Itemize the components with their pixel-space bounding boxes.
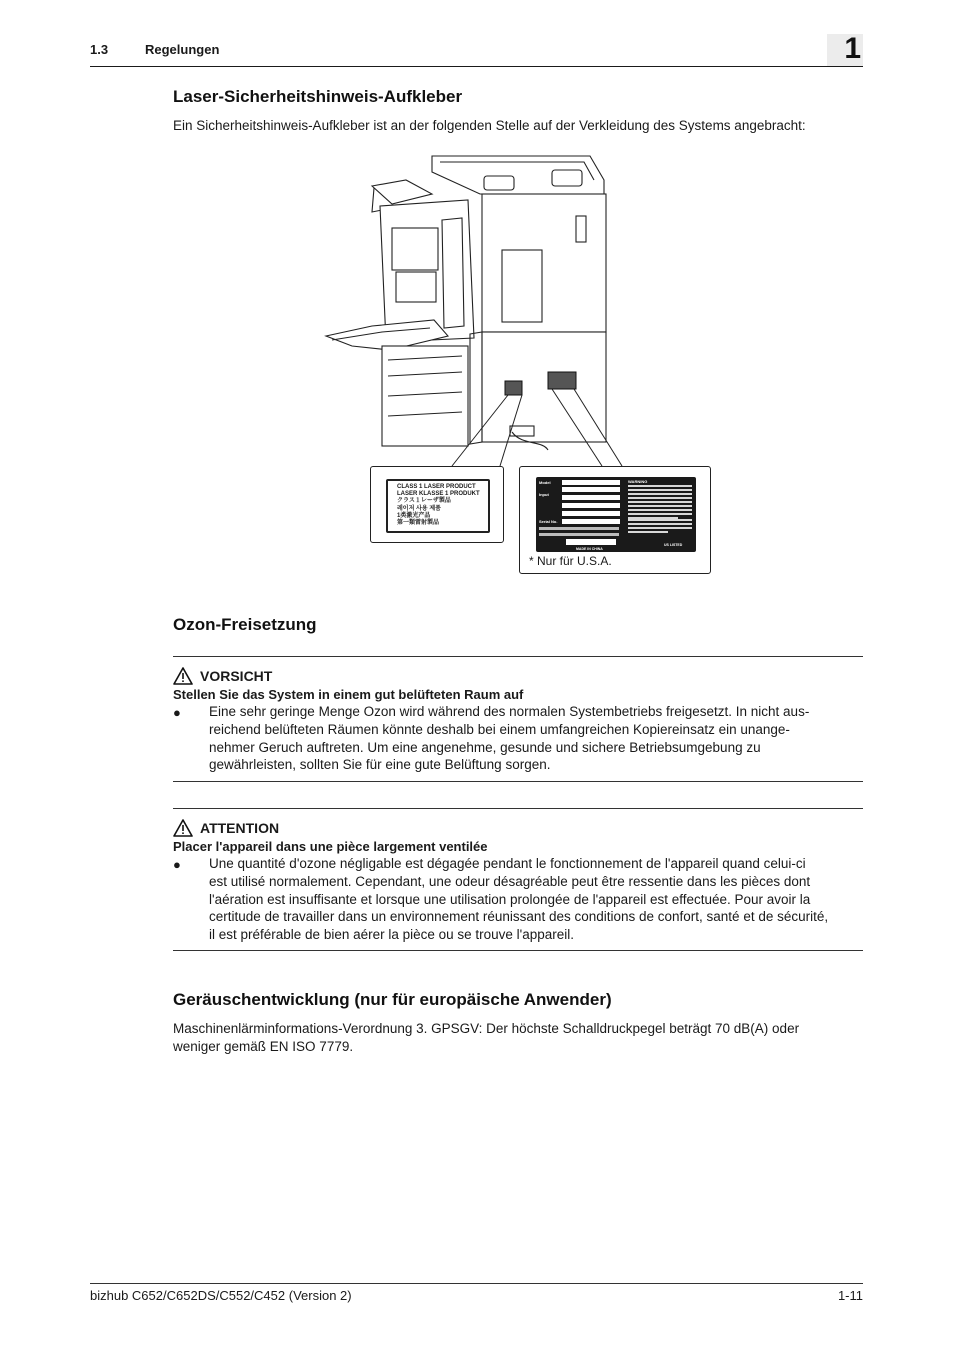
text-line: nehmer Geruch auftreten. Um eine angenehme, gesunde und sichere Betriebsumgebung zu	[209, 739, 761, 755]
label-line: 第一類雷射製品	[397, 520, 440, 527]
page-header	[90, 32, 863, 67]
label-line: 레이저 사용 제품	[397, 505, 441, 512]
page-footer	[90, 1283, 863, 1303]
attention-text	[209, 855, 863, 944]
footer-product: bizhub C652/C652DS/C552/C452 (Version 2)	[90, 1288, 352, 1303]
bullet: ●	[173, 857, 181, 872]
footer-page-number: 1-11	[837, 1288, 863, 1303]
text-line: est utilisé normalement. Cependant, une odeur désagréable peut être ressentie dans les pièces dont	[209, 873, 811, 889]
label-line: クラス１レーザ製品	[397, 498, 451, 505]
text-line: il est préférable de bien aérer la pièce ou se trouve l'appareil.	[209, 927, 575, 943]
chapter-number: 1	[844, 32, 861, 65]
attention-title-row	[173, 819, 279, 837]
attention-notice	[173, 808, 863, 951]
plate-field-model: Model	[539, 480, 551, 485]
vorsicht-notice	[173, 656, 863, 782]
plate-field-input: Input	[539, 492, 549, 497]
section-title: Regelungen	[145, 42, 220, 57]
vorsicht-subtitle: Stellen Sie das System in einem gut belüfteten Raum auf	[173, 687, 524, 702]
label-line: LASER KLASSE 1 PRODUKT	[397, 491, 480, 498]
noise-text	[173, 1020, 799, 1056]
text-line: gewährleisten, sollten Sie für eine gute Belüftung sorgen.	[209, 757, 551, 773]
attention-title: ATTENTION	[200, 820, 280, 836]
section-number: 1.3	[90, 42, 109, 57]
attention-subtitle: Placer l'appareil dans une pièce largement ventilée	[173, 839, 488, 854]
chapter-badge	[827, 34, 863, 66]
vorsicht-text	[209, 703, 863, 774]
usa-note: * Nur für U.S.A.	[529, 554, 612, 568]
laser-heading: Laser-Sicherheitshinweis-Aufkleber	[173, 87, 463, 106]
plate-field-serial: Serial No.	[539, 519, 558, 524]
text-line: weniger gemäß EN ISO 7779.	[173, 1039, 354, 1054]
vorsicht-title: VORSICHT	[200, 668, 273, 684]
text-line: l'aération est insuffisante et lorsque une utilisation prolongée de l'appareil est effectuée. Pour avoir la	[209, 891, 811, 907]
text-line: certitude de travailler dans un environnement réunissant des conditions de confort, santé et de sécurité,	[209, 909, 829, 925]
ozon-heading: Ozon-Freisetzung	[173, 615, 317, 634]
warning-triangle-icon	[173, 667, 193, 685]
vorsicht-title-row	[173, 667, 272, 685]
rating-plate-callout	[519, 466, 711, 574]
text-line: reichend belüfteten Räumen könnte deshalb bei einem umfangreichen Kopiereinsatz ein unange-	[209, 721, 790, 737]
text-line: Maschinenlärminformations-Verordnung 3. GPSGV: Der höchste Schalldruckpegel beträgt 70 dB(A) oder	[173, 1021, 800, 1036]
warning-triangle-icon	[173, 819, 193, 837]
plate-made-in: MADE IN CHINA	[576, 547, 603, 551]
rating-plate	[536, 477, 696, 552]
noise-heading: Geräuschentwicklung (nur für europäische Anwender)	[173, 990, 612, 1009]
plate-listed: US LISTED	[664, 543, 683, 547]
laser-intro: Ein Sicherheitshinweis-Aufkleber ist an der folgenden Stelle auf der Verkleidung des Systems angebracht:	[173, 118, 806, 133]
bullet: ●	[173, 705, 181, 720]
label-line: CLASS 1 LASER PRODUCT	[397, 484, 476, 490]
plate-warning: WARNING	[628, 479, 648, 484]
text-line: Eine sehr geringe Menge Ozon wird während des normalen Systembetriebs freigesetzt. In nicht aus-	[209, 704, 810, 719]
label-line: 1类激光产品	[397, 512, 431, 519]
text-line: Une quantité d'ozone négligable est dégagée pendant le fonctionnement de l'appareil quand celui-ci	[209, 856, 806, 871]
laser-label	[386, 479, 490, 533]
laser-label-callout	[370, 466, 504, 543]
